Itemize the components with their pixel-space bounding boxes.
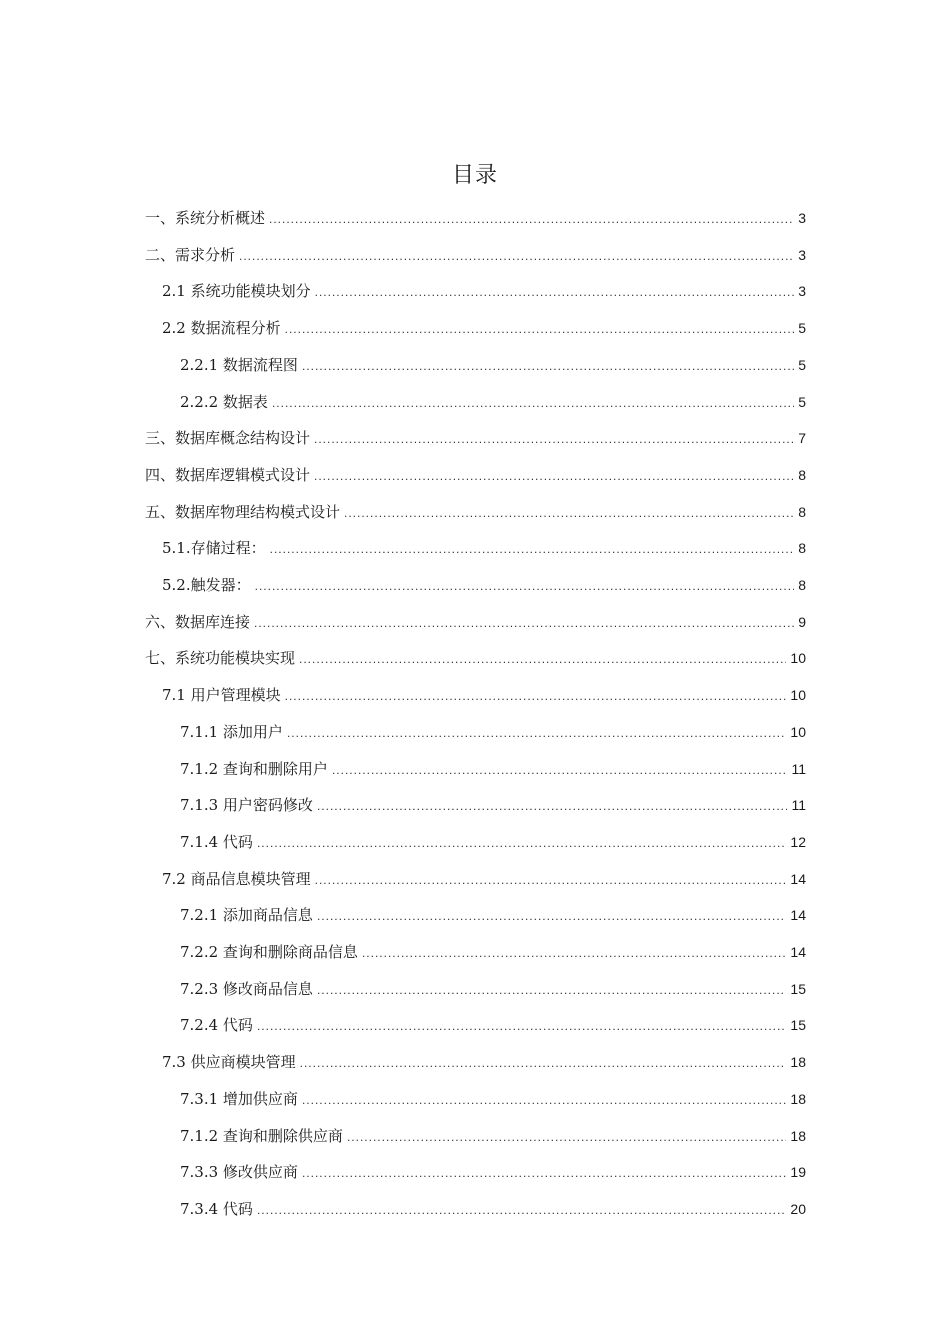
toc-title: 目录 — [451, 163, 498, 188]
toc-entry[interactable] — [180, 1125, 806, 1149]
toc-entry[interactable] — [145, 647, 806, 671]
toc-entry-page-number: 7 — [798, 430, 806, 447]
toc-dot-leader — [299, 653, 786, 665]
toc-dot-leader — [257, 1204, 786, 1216]
toc-entry-page-number: 5 — [798, 356, 806, 373]
toc-entry-label: 7.1.1 添加用户 — [180, 722, 283, 741]
toc-entry-label: 7.3 供应商模块管理 — [162, 1053, 296, 1072]
toc-entry[interactable] — [145, 464, 806, 488]
toc-entry-page-number: 19 — [790, 1164, 806, 1181]
toc-dot-leader — [272, 397, 794, 409]
toc-entry-label: 2.1 系统功能模块划分 — [162, 282, 311, 301]
toc-entry-label: 7.1.2 查询和删除用户 — [180, 759, 328, 778]
toc-dot-leader — [302, 1167, 786, 1179]
toc-entry[interactable] — [162, 574, 806, 598]
toc-dot-leader — [269, 213, 794, 225]
toc-entry-page-number: 18 — [790, 1127, 806, 1144]
toc-entry[interactable] — [145, 244, 806, 268]
toc-entry-label: 7.2.3 修改商品信息 — [180, 979, 313, 998]
toc-entry-label: 7.1.4 代码 — [180, 832, 253, 851]
toc-entry[interactable] — [180, 978, 806, 1002]
toc-entry[interactable] — [180, 831, 806, 855]
toc-entry[interactable] — [180, 1198, 806, 1222]
toc-entry-page-number: 8 — [798, 540, 806, 557]
toc-entry-label: 7.3.4 代码 — [180, 1199, 253, 1218]
toc-entry-page-number: 15 — [790, 1017, 806, 1034]
toc-entry-page-number: 3 — [798, 210, 806, 226]
toc-entry[interactable] — [180, 391, 806, 415]
toc-entry[interactable] — [145, 207, 806, 231]
toc-entry-label: 7.2 商品信息模块管理 — [162, 869, 311, 888]
toc-entry-label: 7.1.2 查询和删除供应商 — [180, 1126, 343, 1145]
toc-dot-leader — [302, 360, 794, 372]
toc-entry-label: 7.2.4 代码 — [180, 1016, 253, 1035]
toc-entry[interactable] — [180, 1161, 806, 1185]
toc-dot-leader — [315, 286, 795, 298]
toc-entry-label: 7.3.3 修改供应商 — [180, 1163, 298, 1182]
toc-entry-label: 5.2.触发器： — [162, 576, 251, 594]
toc-dot-leader — [317, 800, 788, 812]
toc-dot-leader — [239, 250, 794, 262]
toc-dot-leader — [270, 543, 795, 555]
toc-entry[interactable] — [162, 1051, 806, 1075]
toc-entry-page-number: 10 — [790, 687, 806, 704]
toc-dot-leader — [315, 874, 787, 886]
toc-entry-label: 五、数据库物理结构模式设计 — [145, 502, 341, 521]
toc-dot-leader — [302, 1094, 786, 1106]
toc-entry-page-number: 5 — [798, 393, 806, 410]
toc-dot-leader — [332, 764, 788, 776]
toc-dot-leader — [300, 1057, 787, 1069]
toc-entry[interactable] — [162, 684, 806, 708]
toc-entry-page-number: 14 — [790, 870, 806, 887]
toc-entry-label: 7.2.1 添加商品信息 — [180, 906, 313, 925]
toc-dot-leader — [287, 727, 786, 739]
toc-entry[interactable] — [145, 611, 806, 635]
toc-entry-label: 7.1.3 用户密码修改 — [180, 796, 313, 815]
toc-entry[interactable] — [180, 904, 806, 928]
toc-entry[interactable] — [162, 317, 806, 341]
toc-dot-leader — [317, 984, 786, 996]
toc-entry-page-number: 3 — [798, 246, 806, 263]
toc-entry-page-number: 10 — [790, 650, 806, 667]
toc-entry-label: 7.3.1 增加供应商 — [180, 1089, 298, 1108]
toc-entry-page-number: 18 — [790, 1090, 806, 1107]
toc-entry-page-number: 9 — [798, 613, 806, 630]
toc-entry-page-number: 8 — [798, 466, 806, 483]
toc-entry-page-number: 8 — [798, 577, 806, 593]
toc-entry-label: 四、数据库逻辑模式设计 — [145, 465, 311, 484]
toc-dot-leader — [254, 617, 794, 629]
toc-entry[interactable] — [162, 280, 806, 304]
toc-entry-label: 2.2.2 数据表 — [180, 392, 268, 411]
toc-entry-page-number: 8 — [798, 503, 806, 520]
toc-entry-label: 三、数据库概念结构设计 — [145, 429, 311, 448]
toc-entry[interactable] — [180, 794, 806, 818]
toc-entry-page-number: 20 — [790, 1200, 806, 1217]
toc-dot-leader — [344, 507, 794, 519]
toc-dot-leader — [362, 947, 786, 959]
toc-dot-leader — [314, 433, 794, 445]
toc-entry-label: 六、数据库连接 — [145, 612, 251, 631]
toc-entry-page-number: 11 — [791, 760, 806, 777]
toc-entry-page-number: 11 — [791, 797, 806, 814]
toc-entry[interactable] — [145, 427, 806, 451]
toc-entry-page-number: 5 — [798, 320, 806, 337]
toc-entry-page-number: 10 — [790, 723, 806, 740]
toc-entry-label: 七、系统功能模块实现 — [145, 649, 296, 668]
toc-entry-label: 2.2.1 数据流程图 — [180, 355, 298, 374]
toc-dot-leader — [314, 470, 794, 482]
toc-entry[interactable] — [180, 354, 806, 378]
toc-dot-leader — [347, 1131, 786, 1143]
toc-entry-label: 一、系统分析概述 — [145, 209, 266, 227]
toc-entry[interactable] — [180, 758, 806, 782]
toc-entry-page-number: 3 — [798, 283, 806, 300]
toc-dot-leader — [285, 690, 787, 702]
toc-dot-leader — [257, 1020, 786, 1032]
toc-entry-page-number: 14 — [790, 944, 806, 960]
toc-dot-leader — [255, 580, 795, 592]
toc-dot-leader — [257, 837, 786, 849]
toc-entry-page-number: 15 — [790, 980, 806, 997]
toc-entry-page-number: 14 — [790, 907, 806, 924]
toc-entry[interactable] — [180, 1014, 806, 1038]
toc-dot-leader — [317, 910, 786, 922]
toc-entry-page-number: 18 — [790, 1054, 806, 1071]
toc-entry[interactable] — [180, 941, 806, 965]
toc-entry[interactable] — [180, 721, 806, 745]
toc-entry-page-number: 12 — [790, 833, 806, 850]
toc-entry-label: 7.1 用户管理模块 — [162, 686, 281, 705]
toc-entry[interactable] — [180, 1088, 806, 1112]
toc-entry[interactable] — [145, 501, 806, 525]
toc-entry[interactable] — [162, 868, 806, 892]
toc-entry-label: 7.2.2 查询和删除商品信息 — [180, 943, 358, 961]
toc-entry[interactable] — [162, 537, 806, 561]
toc-entry-label: 5.1.存储过程： — [162, 539, 266, 558]
toc-entry-label: 二、需求分析 — [145, 245, 236, 264]
toc-dot-leader — [285, 323, 795, 335]
toc-entry-label: 2.2 数据流程分析 — [162, 319, 281, 338]
